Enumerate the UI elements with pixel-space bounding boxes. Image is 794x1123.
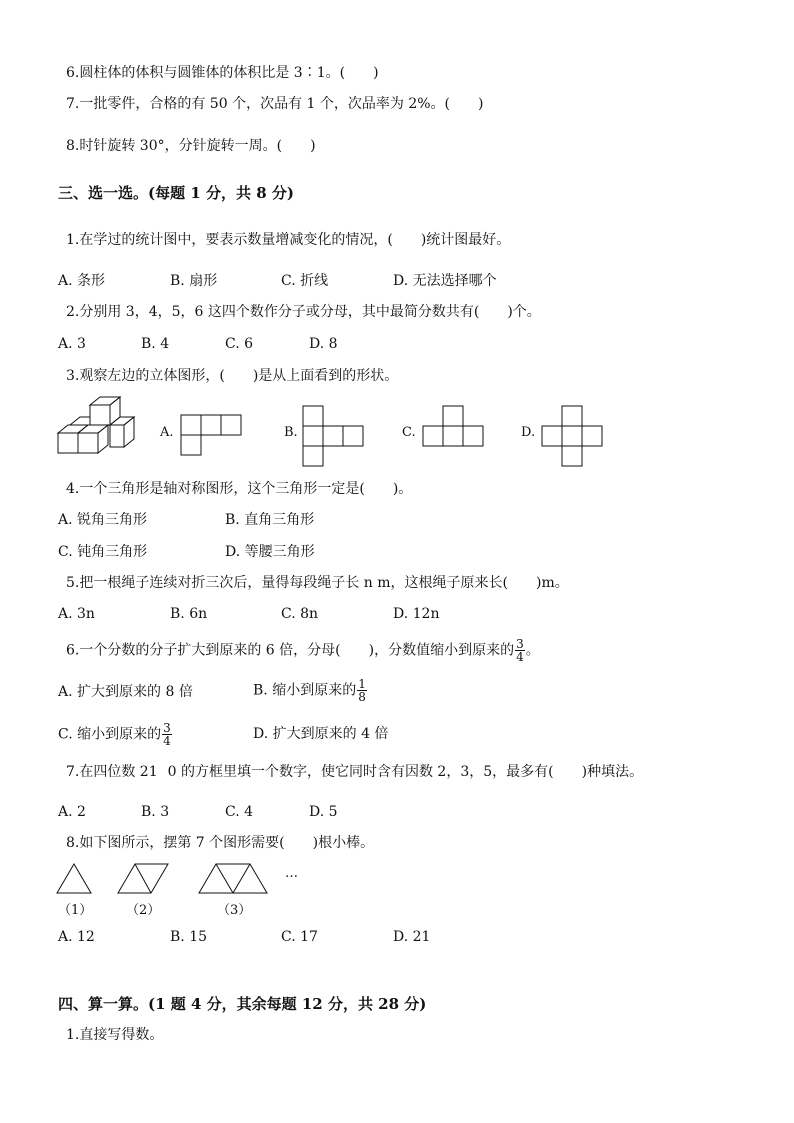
- q8-figure-1: [56, 862, 92, 894]
- q6-fraction-den: 4: [516, 650, 524, 664]
- q7-option-a: A. 2: [58, 804, 86, 820]
- q6-fraction-num: 3: [516, 637, 524, 651]
- q8-option-d: D. 21: [393, 929, 431, 945]
- q1-stem: 1.在学过的统计图中，要表示数量增减变化的情况，( )统计图最好。: [66, 232, 511, 248]
- q1-option-d: D. 无法选择哪个: [393, 273, 497, 289]
- q6-stem-text: 6.一个分数的分子扩大到原来的 6 倍，分母( )，分数值缩小到原来的: [66, 642, 515, 659]
- q7-option-d: D. 5: [309, 804, 338, 820]
- section-3-title: 三、选一选。(每题 1 分，共 8 分): [58, 184, 294, 202]
- q2-option-a: A. 3: [58, 336, 86, 352]
- q1-option-c: C. 折线: [281, 273, 329, 289]
- q3-option-d-label: D.: [521, 425, 536, 440]
- q6-option-a: A. 扩大到原来的 8 倍: [58, 684, 193, 700]
- section-4-title: 四、算一算。(1 题 4 分，其余每题 12 分，共 28 分): [58, 995, 427, 1013]
- q6-option-b: [253, 678, 368, 703]
- q6-option-b-fraction: [357, 678, 367, 703]
- q8-figure-2: [117, 862, 169, 894]
- q2-stem: 2.分别用 3，4，5，6 这四个数作分子或分母，其中最简分数共有( )个。: [66, 304, 541, 320]
- q8-option-a: A. 12: [58, 929, 95, 945]
- q5-option-c: C. 8n: [281, 606, 319, 622]
- q8-ellipsis: …: [285, 866, 298, 881]
- judge-item-7: 7.一批零件，合格的有 50 个，次品有 1 个，次品率为 2%。( ): [66, 96, 484, 112]
- q5-option-d: D. 12n: [393, 606, 440, 622]
- q1-option-a: A. 条形: [58, 273, 106, 289]
- q3-option-c-figure: [422, 405, 484, 447]
- q4-option-b: B. 直角三角形: [225, 512, 315, 528]
- judge-item-6: 6.圆柱体的体积与圆锥体的体积比是 3∶1。( ): [66, 65, 379, 81]
- q6-option-c-den: 4: [163, 734, 171, 748]
- q6-option-c-text: C. 缩小到原来的: [58, 726, 162, 743]
- q7-stem: [66, 762, 643, 782]
- q6-fraction: [515, 638, 525, 663]
- section-4-q1: 1.直接写得数。: [66, 1027, 164, 1043]
- q6-option-c-fraction: [162, 722, 172, 747]
- q6-option-d: D. 扩大到原来的 4 倍: [253, 726, 389, 742]
- q2-option-b: B. 4: [141, 336, 170, 352]
- q4-option-a: A. 锐角三角形: [58, 512, 148, 528]
- q7-stem-a: 7.在四位数 21: [66, 764, 158, 780]
- q4-option-d: D. 等腰三角形: [225, 544, 315, 560]
- q3-option-a-label: A.: [160, 425, 174, 440]
- q3-stem: 3.观察左边的立体图形，( )是从上面看到的形状。: [66, 368, 399, 384]
- q3-option-c-label: C.: [402, 425, 416, 440]
- q8-option-c: C. 17: [281, 929, 318, 945]
- q8-stem: 8.如下图所示，摆第 7 个图形需要( )根小棒。: [66, 835, 375, 851]
- q3-option-b-label: B.: [284, 425, 298, 440]
- q8-fig-label-3: （3）: [217, 903, 252, 918]
- q2-option-c: C. 6: [225, 336, 254, 352]
- q4-option-c: C. 钝角三角形: [58, 544, 148, 560]
- q6-stem: [66, 638, 540, 663]
- q1-option-b: B. 扇形: [170, 273, 218, 289]
- q8-fig-label-1: （1）: [58, 903, 93, 918]
- q6-stem-end: 。: [525, 642, 540, 659]
- q7-option-c: C. 4: [225, 804, 254, 820]
- q4-stem: 4.一个三角形是轴对称图形，这个三角形一定是( )。: [66, 481, 413, 497]
- q7-stem-b: 0 的方框里填一个数字，使它同时含有因数 2，3，5，最多有( )种填法。: [167, 764, 644, 780]
- q3-option-d-figure: [541, 405, 603, 467]
- q3-option-a-figure: [180, 414, 242, 456]
- q5-stem: 5.把一根绳子连续对折三次后，量得每段绳子长 n m，这根绳子原来长( )m。: [66, 575, 569, 591]
- q6-option-b-den: 8: [358, 690, 366, 704]
- q6-option-c-num: 3: [163, 721, 171, 735]
- q2-option-d: D. 8: [309, 336, 338, 352]
- q3-option-b-figure: [302, 405, 364, 467]
- q5-option-b: B. 6n: [170, 606, 208, 622]
- q8-fig-label-2: （2）: [126, 903, 161, 918]
- q3-solid-figure: [56, 395, 140, 457]
- judge-item-8: 8.时针旋转 30°，分针旋转一周。( ): [66, 138, 316, 154]
- q5-option-a: A. 3n: [58, 606, 95, 622]
- q8-option-b: B. 15: [170, 929, 208, 945]
- q6-option-c: [58, 722, 173, 747]
- q7-option-b: B. 3: [141, 804, 170, 820]
- q6-option-b-text: B. 缩小到原来的: [253, 682, 357, 699]
- q8-figure-3: [198, 862, 268, 894]
- q6-option-b-num: 1: [358, 677, 366, 691]
